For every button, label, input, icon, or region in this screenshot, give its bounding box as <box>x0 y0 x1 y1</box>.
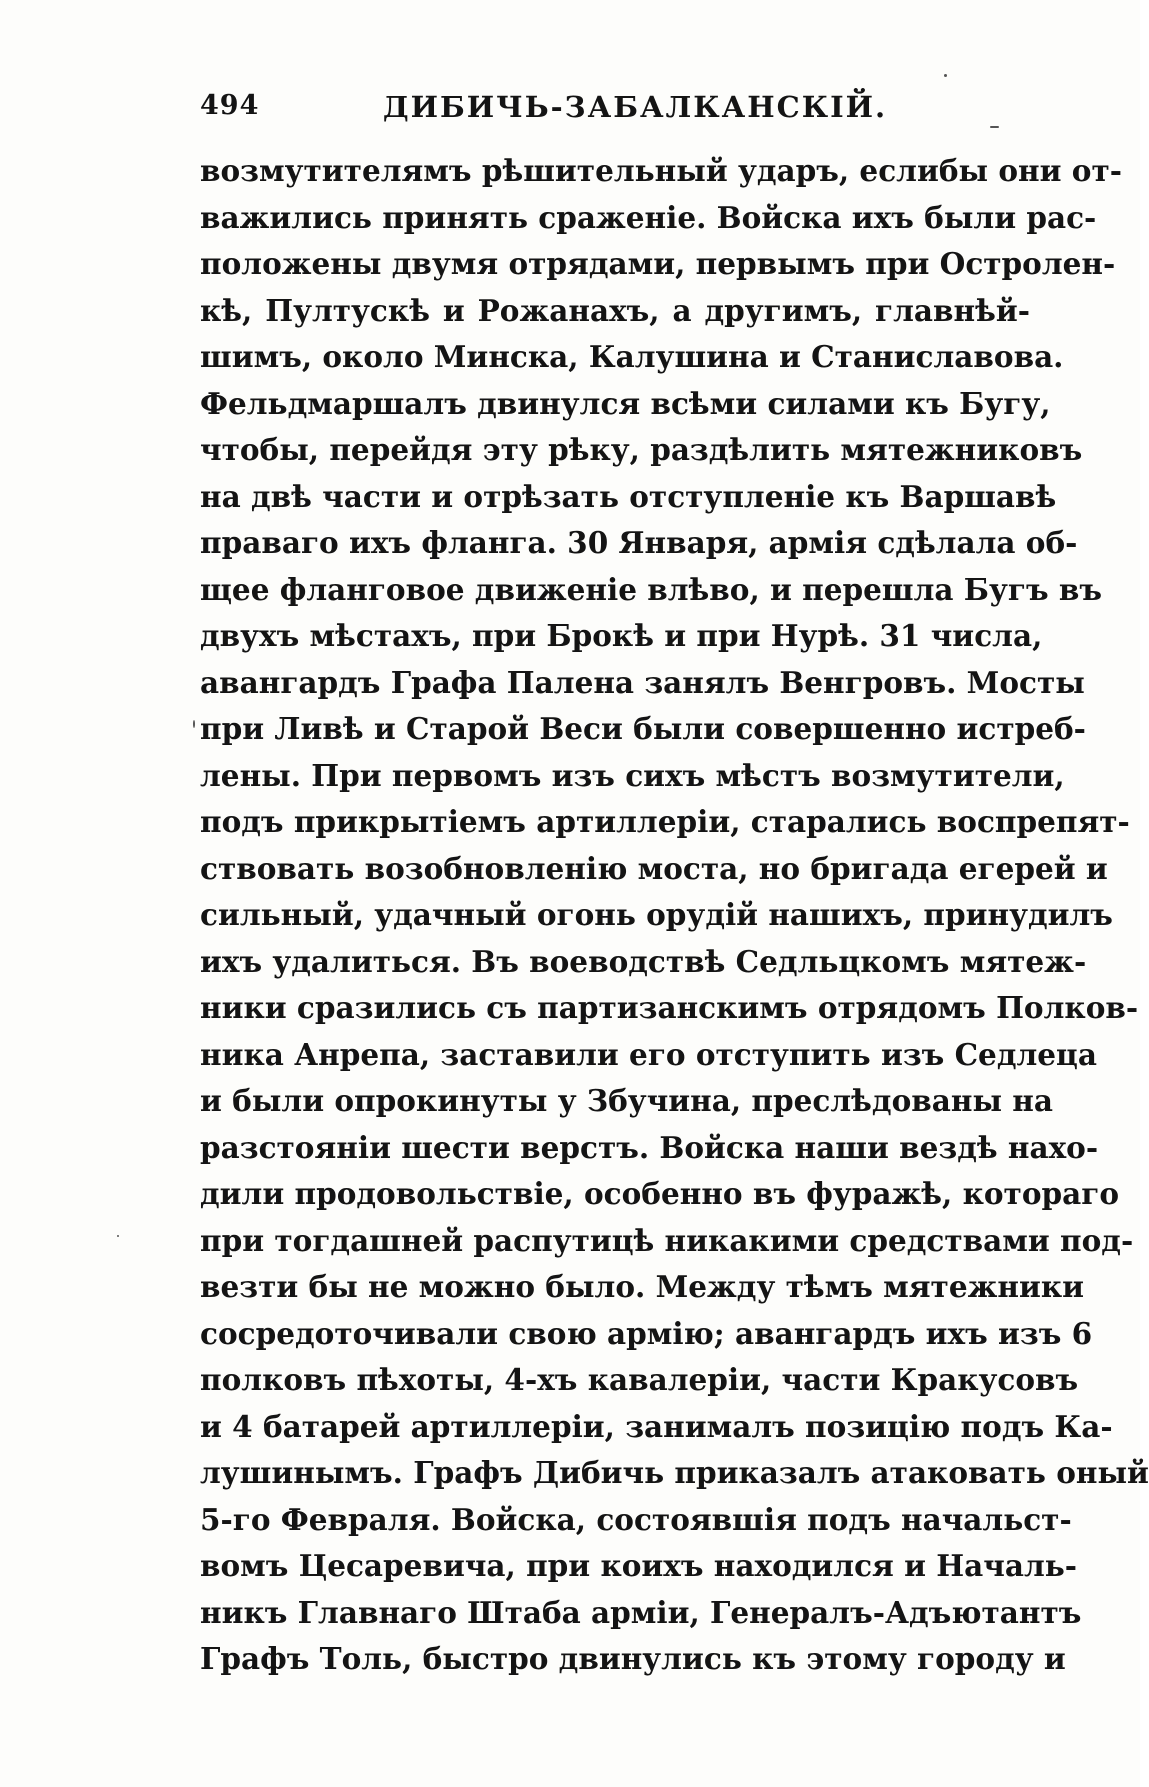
text-line: и были опрокинуты у Збучина, преслѣдованы на <box>200 1083 1053 1118</box>
text-line: никъ Главнаго Штаба арміи, Генералъ-Адъютантъ <box>200 1594 1082 1630</box>
text-line: Графъ Толь, быстро двинулись къ этому городу и <box>200 1641 1066 1676</box>
text-line: возмутителямъ рѣшительный ударъ, еслибы они от- <box>200 153 1122 188</box>
text-line: чтобы, перейдя эту рѣку, раздѣлить мятежниковъ <box>200 432 1083 467</box>
text-line: двухъ мѣстахъ, при Брокѣ и при Нурѣ. 31 числа, <box>200 618 1043 653</box>
text-line: авангардъ Графа Палена занялъ Венгровъ. Мосты <box>200 664 1085 700</box>
text-line: лушинымъ. Графъ Дибичь приказалъ атаковать оный <box>200 1455 1149 1490</box>
text-line: сильный, удачный огонь орудій нашихъ, принудилъ <box>200 897 1113 932</box>
text-line: ника Анрепа, заставили его отступить изъ Седлеца <box>200 1036 1097 1072</box>
text-line: щее фланговое движеніе влѣво, и перешла Бугъ въ <box>200 571 1102 607</box>
page-header <box>200 90 1030 138</box>
text-line: 5-го Февраля. Войска, состоявшія подъ начальст- <box>200 1501 1072 1537</box>
text-line: ники сразились съ партизанскимъ отрядомъ Полков- <box>200 990 1139 1025</box>
body-text <box>200 148 1149 1683</box>
text-line: дили продовольствіе, особенно въ фуражѣ, котораго <box>200 1176 1119 1211</box>
text-line: вомъ Цесаревича, при коихъ находился и Началь- <box>200 1548 1078 1583</box>
text-line: лены. При первомъ изъ сихъ мѣстъ возмутители, <box>200 757 1065 793</box>
text-line: шимъ, около Минска, Калушина и Станиславова. <box>200 339 1064 374</box>
print-speck <box>193 720 195 728</box>
print-speck <box>117 1235 119 1237</box>
text-line: сосредоточивали свою армію; авангардъ ихъ изъ 6 <box>200 1315 1093 1351</box>
text-line: Фельдмаршалъ двинулся всѣми силами къ Бугу, <box>200 385 1051 421</box>
print-speck <box>944 74 947 77</box>
text-line: полковъ пѣхоты, 4-хъ кавалеріи, части Кракусовъ <box>200 1362 1079 1397</box>
text-line: и 4 батарей артиллеріи, занималъ позицію подъ Ка- <box>200 1408 1113 1444</box>
text-line: важились принять сраженіе. Войска ихъ были рас- <box>200 199 1097 235</box>
text-line: везти бы не можно было. Между тѣмъ мятежники <box>200 1269 1085 1304</box>
text-line: разстояніи шести верстъ. Войска наши вездѣ нахо- <box>200 1129 1099 1165</box>
text-line: при Ливѣ и Старой Веси были совершенно истреб- <box>200 711 1086 746</box>
page-number: 494 <box>200 90 260 121</box>
print-speck <box>990 126 999 128</box>
text-line: праваго ихъ фланга. 30 Января, армія сдѣлала об- <box>200 525 1078 560</box>
text-line: подъ прикрытіемъ артиллеріи, старались воспрепят- <box>200 804 1130 839</box>
text-line: ихъ удалиться. Въ воеводствѣ Седльцкомъ мятеж- <box>200 943 1087 979</box>
text-line: положены двумя отрядами, первымъ при Остролен- <box>200 246 1116 281</box>
running-head: ДИБИЧЬ-ЗАБАЛКАНСКІЙ. <box>382 90 888 124</box>
text-line: на двѣ части и отрѣзать отступленіе къ Варшавѣ <box>200 478 1057 514</box>
text-line: кѣ, Пултускѣ и Рожанахъ, а другимъ, главнѣй- <box>200 292 1030 328</box>
text-line: ствовать возобновленію моста, но бригада егерей и <box>200 850 1108 886</box>
text-line: при тогдашней распутицѣ никакими средствами под- <box>200 1222 1134 1258</box>
